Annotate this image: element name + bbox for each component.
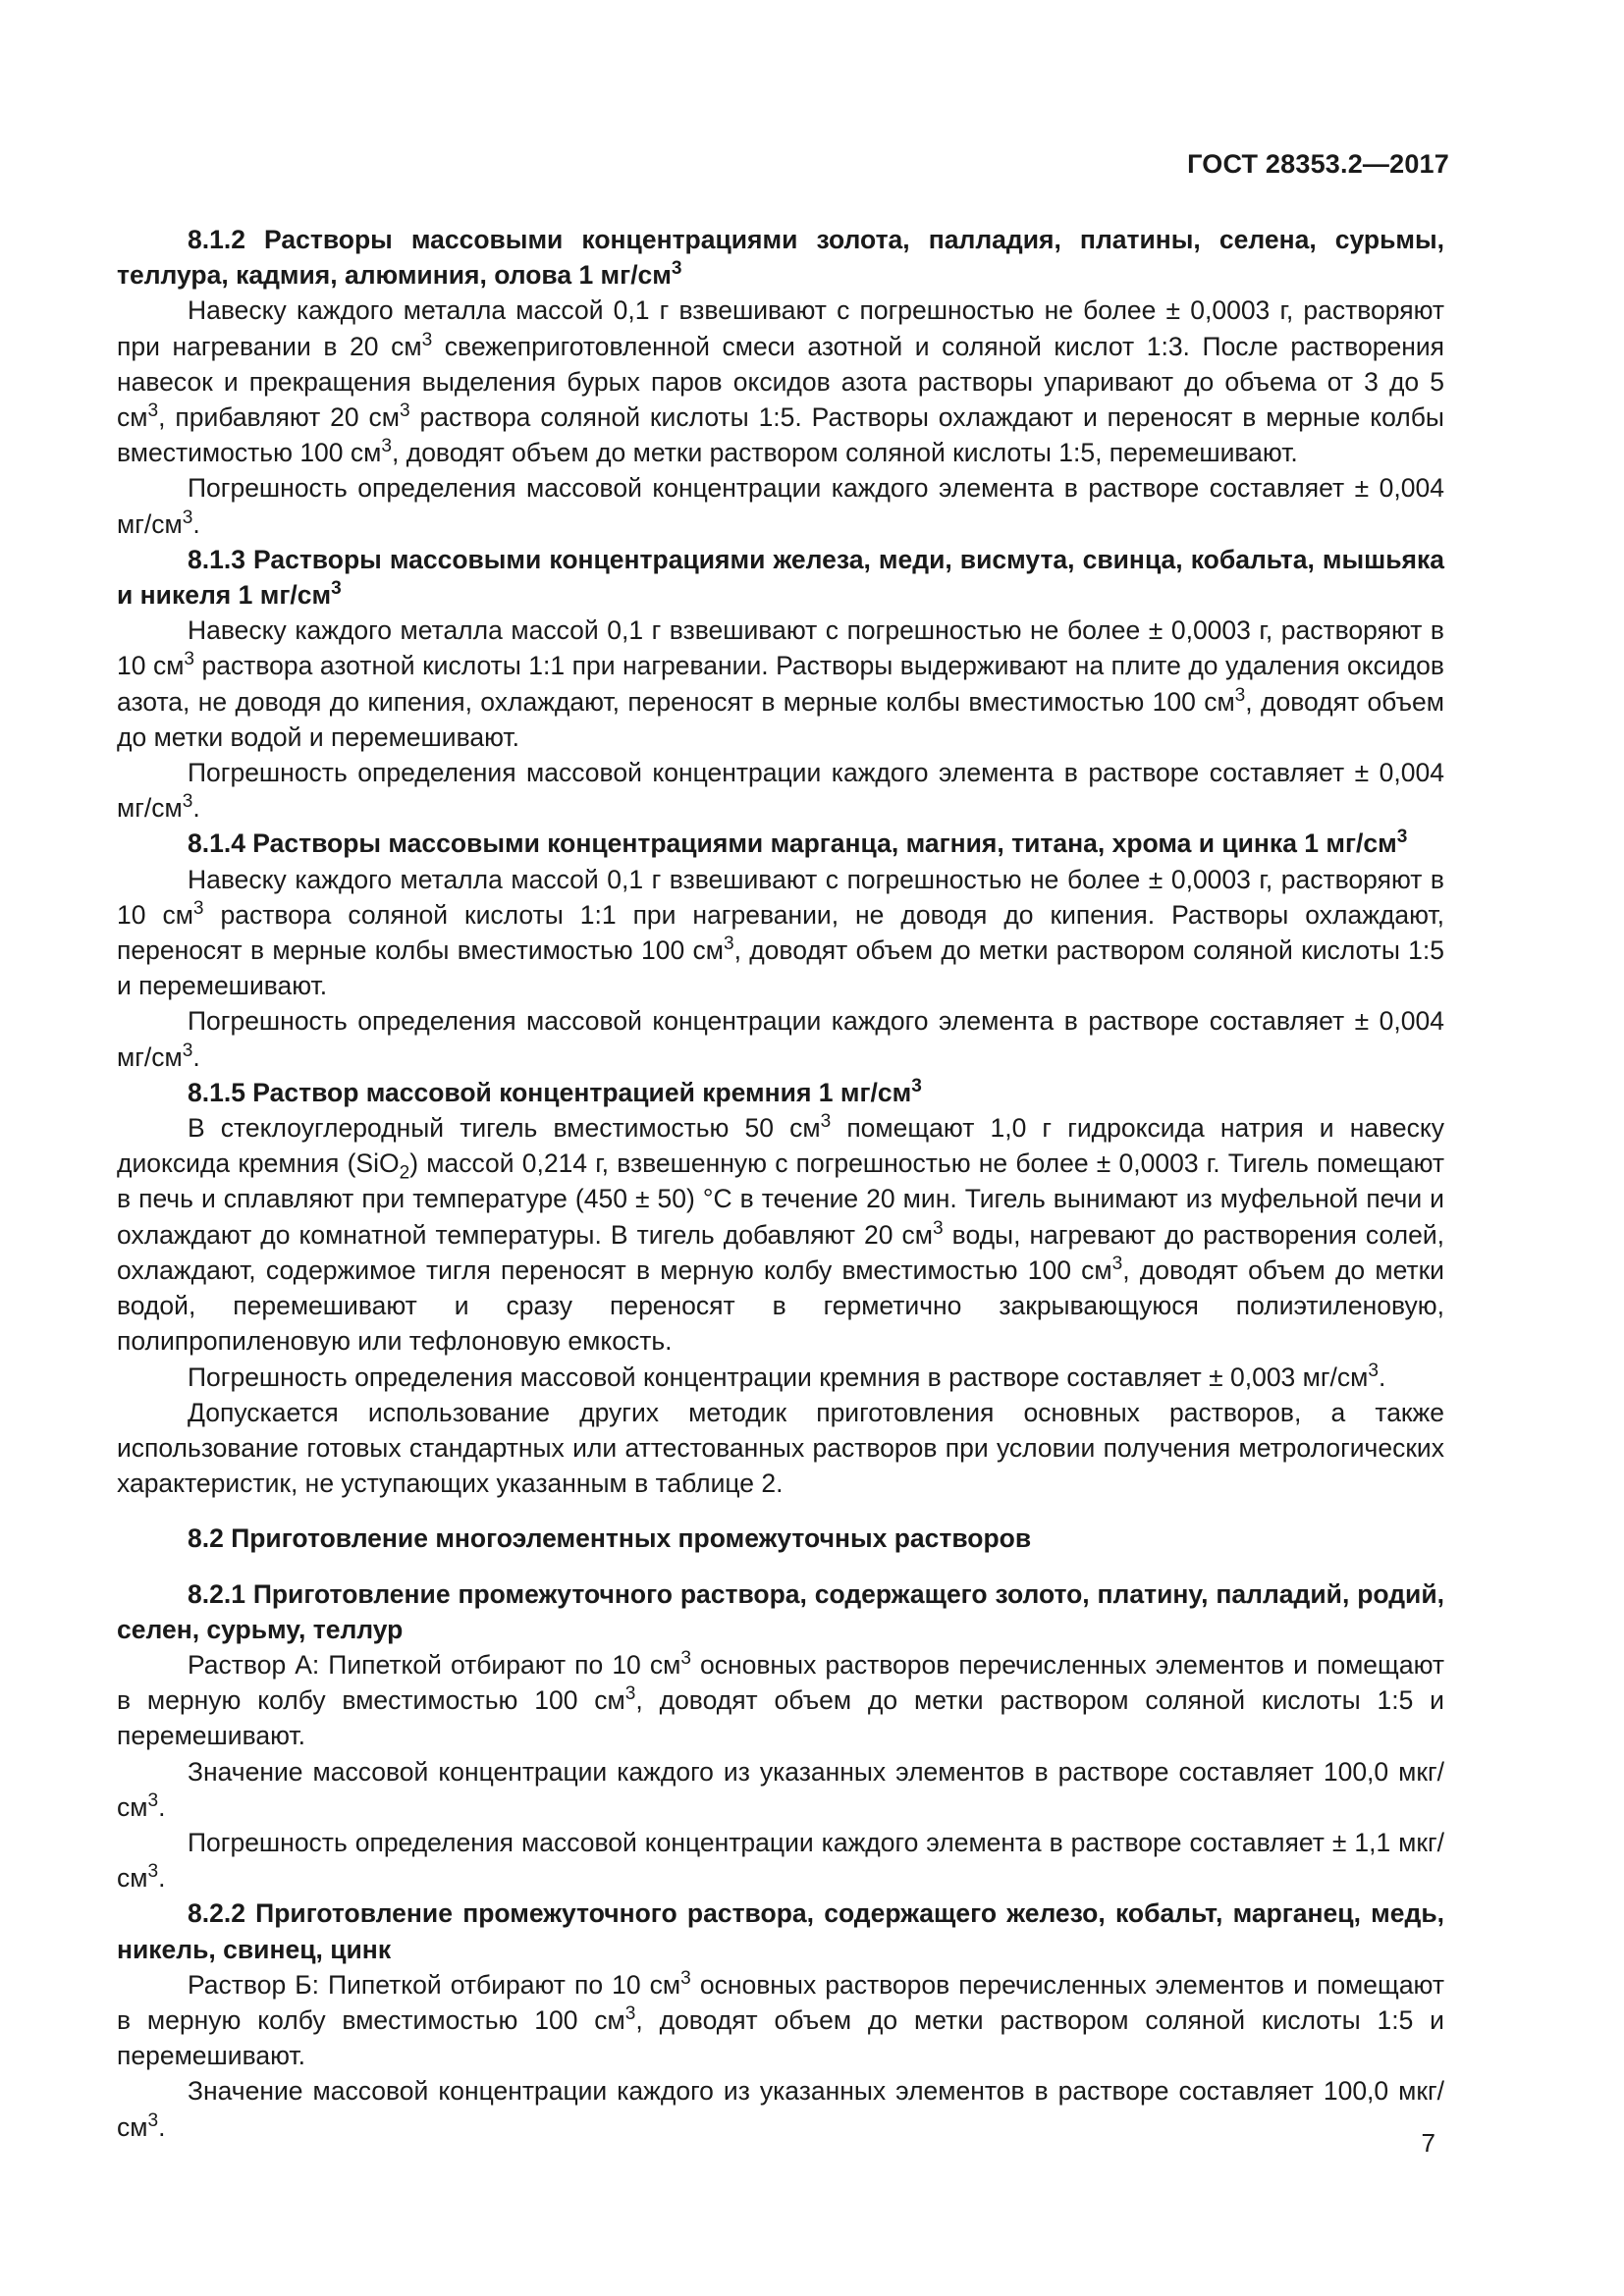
body-paragraph: Навеску каждого металла массой 0,1 г взвешивают с погрешностью не более ± 0,0003 г, растворяют в 10 $см^3$ раствора азотной кислоты 1:1 при нагревании. Растворы выдерживают на плите до удаления оксидов азота, не доводя до кипения, охлаждают, переносят в мерные колбы вместимостью 100 $см^3$, доводят объем до метки водой и перемешивают. (117, 615, 1445, 752)
body-paragraph: Погрешность определения массовой концентрации каждого элемента в растворе составляет ± 1,1 мкг/$см^3$. (117, 1827, 1444, 1894)
body-paragraph: Погрешность определения массовой концентрации каждого элемента в растворе составляет ± 0,004 $мг/см^3$. (117, 473, 1444, 539)
subsection-heading: 8.2.2 Приготовление промежуточного раствора, содержащего железо, кобальт, марганец, медь, никель, свинец, цинк (117, 1898, 1444, 1964)
body-paragraph: Погрешность определения массовой концентрации каждого элемента в растворе составляет ± 0,004 $мг/см^3$. (117, 758, 1444, 824)
body-paragraph: Значение массовой концентрации каждого из указанных элементов в растворе составляет 100,0 мкг/$см^3$. (117, 1756, 1444, 1822)
body-paragraph: В стеклоуглеродный тигель вместимостью 50 $см^3$ помещают 1,0 г гидроксида натрия и навеску диоксида кремния (SiO$_2$) массой 0,214 г, взвешенную с погрешностью не более ± 0,0003 г. Тигель помещают в печь и сплавляют при температуре (450 ± 50) °С в течение 20 мин. Тигель вынимают из муфельной печи и охлаждают до комнатной температуры. В тигель добавляют 20 $см^3$ воды, нагревают до растворения солей, охлаждают, содержимое тигля переносят в мерную колбу вместимостью 100 $см^3$, доводят объем до метки водой, перемешивают и сразу переносят в герметично закрывающуюся полиэтиленовую, полипропиленовую или тефлоновую емкость. (117, 1111, 1444, 1357)
document-body (117, 222, 1444, 2145)
subsection-heading: 8.1.2 Растворы массовыми концентрациями золота, палладия, платины, селена, сурьмы, теллура, кадмия, алюминия, олова 1 $мг/см^3$ (117, 225, 1444, 291)
subsection-heading: 8.1.4 Растворы массовыми концентрациями марганца, магния, титана, хрома и цинка 1 $мг/см^3$ (188, 827, 1408, 859)
body-paragraph: Раствор Б: Пипеткой отбирают по 10 $см^3$ основных растворов перечисленных элементов и помещают в мерную колбу вместимостью 100 $см^3$, доводят объем до метки раствором соляной кислоты 1:5 и перемешивают. (117, 1967, 1444, 2071)
section-heading: 8.2 Приготовление многоэлементных промежуточных растворов (188, 1523, 1032, 1554)
body-paragraph: Навеску каждого металла массой 0,1 г взвешивают с погрешностью не более ± 0,0003 г, растворяют при нагревании в 20 $см^3$ свежеприготовленной смеси азотной и соляной кислот 1:3. После растворения навесок и прекращения выделения бурых паров оксидов азота растворы упаривают до объема от 3 до 5 $см^3$, прибавляют 20 $см^3$ раствора соляной кислоты 1:5. Растворы охлаждают и переносят в мерные колбы вместимостью 100 $см^3$, доводят объем до метки раствором соляной кислоты 1:5, перемешивают. (117, 295, 1444, 468)
body-paragraph: Погрешность определения массовой концентрации каждого элемента в растворе составляет ± 0,004 $мг/см^3$. (117, 1006, 1444, 1072)
body-paragraph: Допускается использование других методик приготовления основных растворов, а также использование готовых стандартных или аттестованных растворов при условии получения метрологических характеристик, не уступающих указанным в таблице 2. (117, 1397, 1444, 1499)
document-header-id: ГОСТ 28353.2—2017 (1187, 149, 1449, 179)
page-number: 7 (1421, 2128, 1435, 2158)
body-paragraph: Значение массовой концентрации каждого из указанных элементов в растворе составляет 100,0 мкг/$см^3$. (117, 2076, 1444, 2142)
body-paragraph: Навеску каждого металла массой 0,1 г взвешивают с погрешностью не более ± 0,0003 г, растворяют в 10 $см^3$ раствора соляной кислоты 1:1 при нагревании, не доводя до кипения. Растворы охлаждают, переносят в мерные колбы вместимостью 100 $см^3$, доводят объем до метки раствором соляной кислоты 1:5 и перемешивают. (117, 864, 1444, 1001)
body-paragraph: Погрешность определения массовой концентрации кремния в растворе составляет ± 0,003 $мг/см^3$. (188, 1360, 1386, 1392)
subsection-heading: 8.1.5 Раствор массовой концентрацией кремния 1 $мг/см^3$ (188, 1076, 922, 1107)
body-paragraph: Раствор А: Пипеткой отбирают по 10 $см^3$ основных растворов перечисленных элементов и помещают в мерную колбу вместимостью 100 $см^3$, доводят объем до метки раствором соляной кислоты 1:5 и перемешивают. (117, 1648, 1445, 1751)
subsection-heading: 8.1.3 Растворы массовыми концентрациями железа, меди, висмута, свинца, кобальта, мышьяка и никеля 1 $мг/см^3$ (117, 544, 1444, 611)
subsection-heading: 8.2.1 Приготовление промежуточного раствора, содержащего золото, платину, палладий, родий, селен, сурьму, теллур (117, 1578, 1444, 1644)
